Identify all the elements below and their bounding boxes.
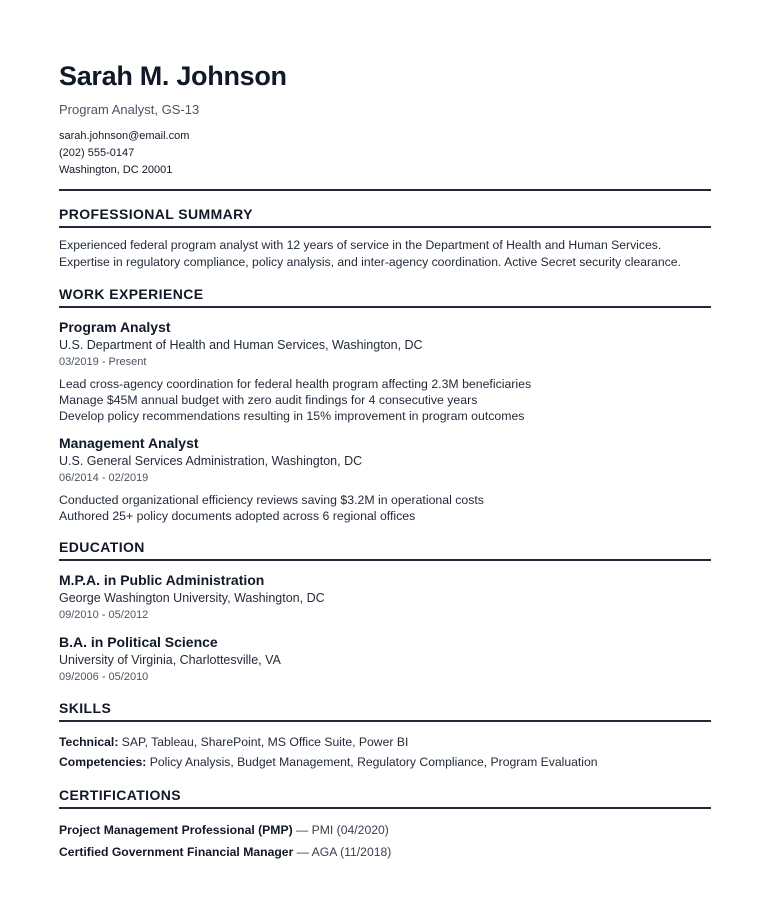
education-dates: 09/2010 - 05/2012: [59, 609, 149, 621]
summary-line: Experienced federal program analyst with 12 years of service in the Department of Health and Human Services.: [59, 238, 662, 252]
header-divider: [59, 189, 711, 191]
certification-detail: — AGA (11/2018): [296, 845, 392, 859]
achievement-item: Conducted organizational efficiency reviews saving $3.2M in operational costs: [59, 493, 484, 507]
contact-location: Washington, DC 20001: [59, 164, 173, 176]
achievement-item: Manage $45M annual budget with zero audit findings for 4 consecutive years: [59, 393, 478, 407]
contact-email: sarah.johnson@email.com: [59, 130, 190, 142]
skills-list: [59, 732, 711, 772]
job-entry: [59, 318, 711, 424]
skill-row-competencies: [59, 752, 711, 772]
school-name: University of Virginia, Charlottesville, VA: [59, 653, 281, 667]
achievement-item: Lead cross-agency coordination for federal health program affecting 2.3M beneficiaries: [59, 377, 532, 391]
job-dates: 03/2019 - Present: [59, 356, 147, 368]
job-entry: [59, 434, 711, 524]
education-heading: EDUCATION: [59, 538, 711, 561]
job-achievements: [59, 376, 711, 424]
candidate-title: Program Analyst, GS-13: [59, 102, 200, 117]
skill-label: Technical:: [59, 735, 119, 749]
certification-name: Certified Government Financial Manager: [59, 845, 294, 859]
education-entry: [59, 571, 711, 623]
certification-item: [59, 841, 711, 863]
certification-name: Project Management Professional (PMP): [59, 823, 293, 837]
skills-heading: SKILLS: [59, 699, 711, 722]
job-achievements: [59, 492, 711, 524]
skill-value: Policy Analysis, Budget Management, Regulatory Compliance, Program Evaluation: [149, 755, 598, 769]
experience-heading: WORK EXPERIENCE: [59, 285, 711, 308]
job-title: Program Analyst: [59, 319, 171, 335]
job-organization: U.S. General Services Administration, Washington, DC: [59, 454, 363, 468]
degree-title: M.P.A. in Public Administration: [59, 572, 265, 588]
certification-detail: — PMI (04/2020): [296, 823, 389, 837]
education-entry: [59, 633, 711, 685]
certifications-list: [59, 819, 711, 863]
summary-heading: PROFESSIONAL SUMMARY: [59, 205, 711, 228]
school-name: George Washington University, Washington, DC: [59, 591, 325, 605]
summary-line: Expertise in regulatory compliance, policy analysis, and inter-agency coordination. Active Secret security clearance.: [59, 255, 681, 269]
candidate-name: Sarah M. Johnson: [59, 61, 287, 91]
degree-title: B.A. in Political Science: [59, 634, 218, 650]
job-dates: 06/2014 - 02/2019: [59, 472, 149, 484]
contact-info: [59, 128, 711, 179]
job-organization: U.S. Department of Health and Human Services, Washington, DC: [59, 338, 423, 352]
skill-label: Competencies:: [59, 755, 147, 769]
skill-row-technical: [59, 732, 711, 752]
summary-text: [59, 237, 711, 271]
job-title: Management Analyst: [59, 435, 199, 451]
certification-item: [59, 819, 711, 841]
certifications-heading: CERTIFICATIONS: [59, 786, 711, 809]
achievement-item: Authored 25+ policy documents adopted across 6 regional offices: [59, 509, 416, 523]
contact-phone: (202) 555-0147: [59, 147, 135, 159]
education-dates: 09/2006 - 05/2010: [59, 671, 149, 683]
achievement-item: Develop policy recommendations resulting in 15% improvement in program outcomes: [59, 409, 525, 423]
skill-value: SAP, Tableau, SharePoint, MS Office Suite, Power BI: [121, 735, 409, 749]
